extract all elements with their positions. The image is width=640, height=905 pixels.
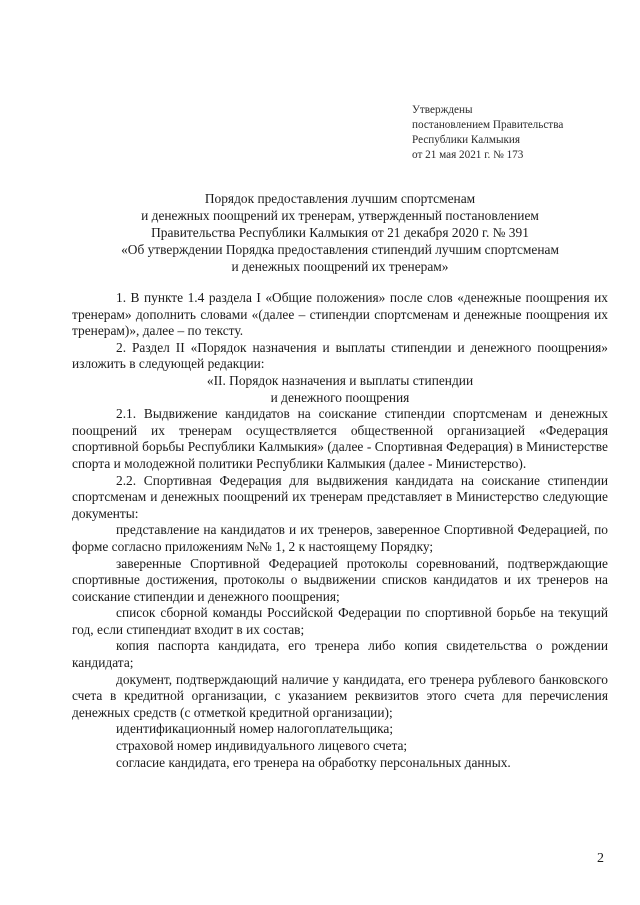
page-number: 2 (597, 851, 604, 866)
section-title-line: и денежного поощрения (270, 389, 410, 405)
title-line: Порядок предоставления лучшим спортсменам (204, 191, 476, 206)
title-line: и денежных поощрений их тренерам, утвержденный постановлением (141, 208, 539, 223)
approval-date: от 21 мая 2021 г. № 173 (412, 149, 524, 161)
section-title (72, 373, 608, 406)
list-item: представление на кандидатов и их тренеров, заверенное Спортивной Федерацией, по форме согласно приложениям №№ 1, 2 к настоящему Порядку; (72, 522, 608, 554)
section-title-line: «II. Порядок назначения и выплаты стипендии (206, 372, 474, 388)
list-item: список сборной команды Российской Федерации по спортивной борьбе на текущий год, если стипендиат входит в их состав; (72, 605, 608, 637)
paragraph-2: 2. Раздел II «Порядок назначения и выплаты стипендии и денежного поощрения» изложить в следующей редакции: (72, 339, 608, 372)
approval-line: Утверждены (412, 104, 473, 116)
approval-line: Республики Калмыкия (412, 134, 521, 146)
paragraph-2-1: 2.1. Выдвижение кандидатов на соискание стипендии спортсменам и денежных поощрений их тренерам осуществляется общественной организацией «Федерация спортивной борьбы Республики Калмыкия» (далее - Спортивная Федерация) в Министерстве спорта и молодежной политики Республики Калмыкия (далее - Министерство). (72, 406, 608, 471)
list-item: заверенные Спортивной Федерацией протоколы соревнований, подтверждающие спортивные достижения, протоколы о выдвижении списков кандидатов и их тренеров на соискание стипендии и денежного поощрения; (72, 555, 608, 604)
list-item: согласие кандидата, его тренера на обработку персональных данных. (116, 754, 511, 770)
title-line: и денежных поощрений их тренерам» (231, 259, 449, 274)
paragraph-1: 1. В пункте 1.4 раздела I «Общие положения» после слов «денежные поощрения их тренерам» дополнить словами «(далее – стипендии спортсменам и денежные поощрения их тренерам)», далее – по тексту. (72, 290, 608, 339)
document-body (72, 290, 608, 771)
approval-line: постановлением Правительства (412, 119, 564, 131)
list-item: страховой номер индивидуального лицевого счета; (116, 738, 408, 754)
list-item: документ, подтверждающий наличие у кандидата, его тренера рублевого банковского счета в кредитной организации, с указанием реквизитов этого счета для перечисления денежных средств (с отметкой кредитной организации); (72, 671, 608, 720)
paragraph-2-2: 2.2. Спортивная Федерация для выдвижения кандидата на соискание стипендии спортсменам и денежных поощрений их тренерам представляет в Министерство следующие документы: (72, 472, 608, 521)
list-item: копия паспорта кандидата, его тренера либо копия свидетельства о рождении кандидата; (72, 638, 608, 671)
list-item: идентификационный номер налогоплательщика; (116, 721, 394, 737)
title-line: «Об утверждении Порядка предоставления стипендий лучшим спортсменам (121, 242, 559, 257)
title-line: Правительства Республики Калмыкия от 21 декабря 2020 г. № 391 (151, 225, 529, 240)
approval-stamp (412, 103, 622, 163)
document-title (70, 190, 610, 275)
